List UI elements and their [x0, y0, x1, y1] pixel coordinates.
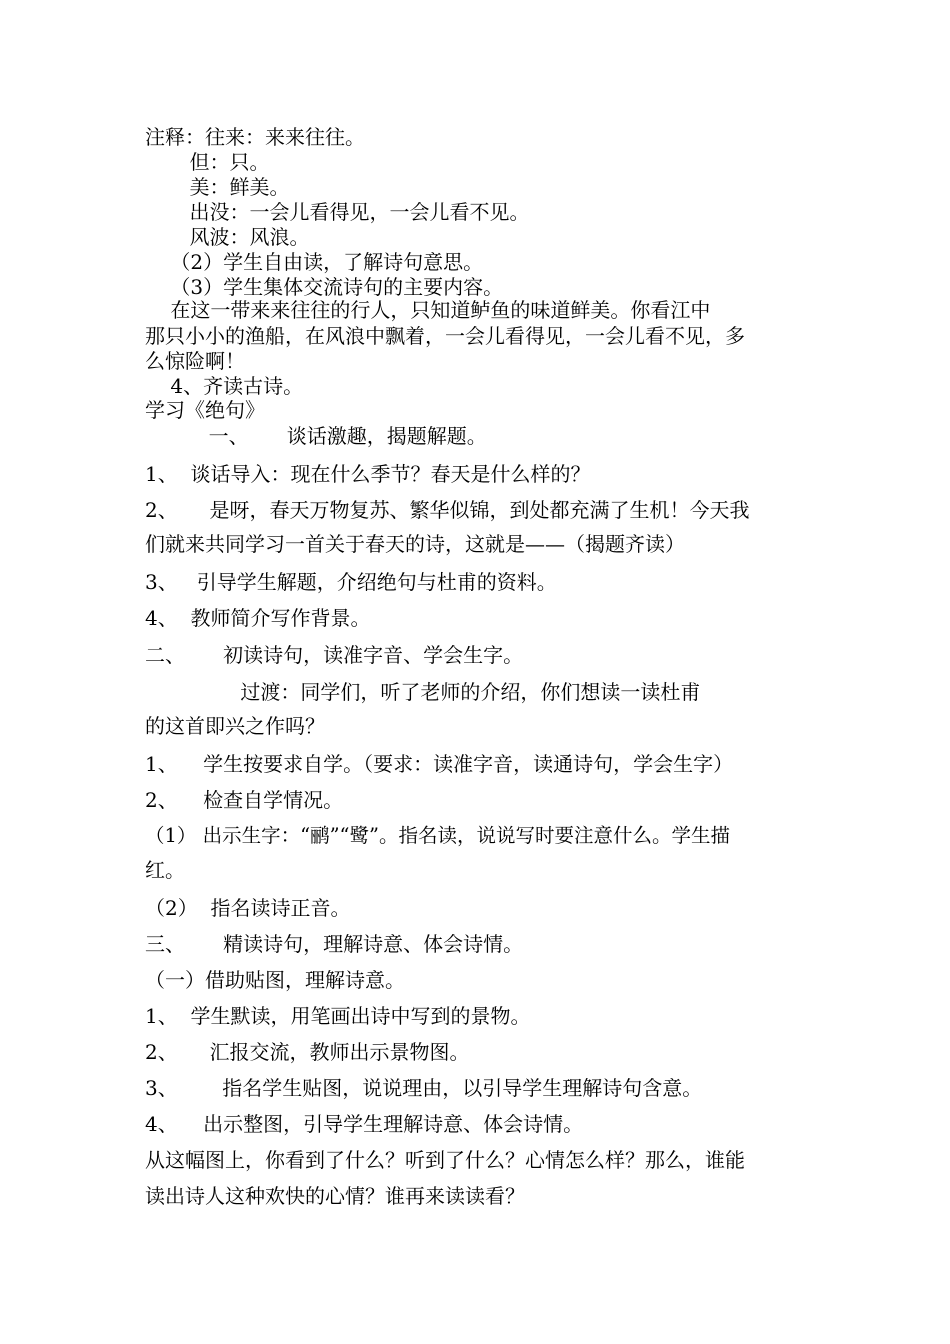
section-heading: 三、 精读诗句，理解诗意、体会诗情。	[145, 932, 524, 956]
list-item: 1、 学生默读，用笔画出诗中写到的景物。	[145, 1004, 531, 1028]
list-item: 1、 学生按要求自学。（要求：读准字音，读通诗句，学会生字）	[145, 752, 734, 776]
list-item: （1） 出示生字：“鹂”“鹭”。指名读，说说写时要注意什么。学生描	[145, 824, 730, 847]
list-item: 1、 谈话导入：现在什么季节？春天是什么样的？	[145, 462, 591, 486]
list-item: 3、 指名学生贴图，说说理由，以引导学生理解诗句含意。	[145, 1076, 703, 1100]
paragraph-line: 那只小小的渔船，在风浪中飘着，一会儿看得见，一会儿看不见，多	[145, 324, 745, 348]
paragraph-line: 么惊险啊！	[145, 349, 245, 373]
note-heading: 注释：往来：来来往往。	[145, 125, 365, 149]
subsection-heading: （一）借助贴图，理解诗意。	[145, 968, 405, 992]
paragraph-line: 红。	[145, 858, 185, 882]
paragraph-line: 过渡：同学们，听了老师的介绍，你们想读一读杜甫	[145, 680, 701, 704]
step-line: 4、齐读古诗。	[145, 374, 304, 398]
section-heading: 二、 初读诗句，读准字音、学会生字。	[145, 643, 524, 667]
paragraph-line: 的这首即兴之作吗？	[145, 714, 325, 738]
note-item: 出没：一会儿看得见，一会儿看不见。	[145, 200, 530, 224]
list-item: 4、 出示整图，引导学生理解诗意、体会诗情。	[145, 1112, 584, 1136]
list-item: 3、 引导学生解题，介绍绝句与杜甫的资料。	[145, 570, 557, 594]
paragraph-line: 们就来共同学习一首关于春天的诗，这就是——（揭题齐读）	[145, 532, 685, 556]
list-item: 2、 汇报交流，教师出示景物图。	[145, 1040, 470, 1064]
step-line: （2）学生自由读，了解诗句意思。	[145, 250, 484, 274]
note-item: 风波：风浪。	[145, 225, 310, 249]
paragraph-line: 从这幅图上，你看到了什么？听到了什么？心情怎么样？那么，谁能	[145, 1148, 745, 1172]
section-title: 学习《绝句》	[145, 398, 265, 422]
list-item: （2） 指名读诗正音。	[145, 896, 351, 920]
step-line: （3）学生集体交流诗句的主要内容。	[145, 275, 504, 299]
note-item: 但：只。	[145, 150, 270, 174]
paragraph-line: 读出诗人这种欢快的心情？谁再来读读看？	[145, 1184, 525, 1208]
paragraph-line: 在这一带来来往往的行人，只知道鲈鱼的味道鲜美。你看江中	[145, 298, 711, 322]
list-item: 2、 是呀，春天万物复苏、繁华似锦，到处都充满了生机！今天我	[145, 498, 750, 522]
list-item: 2、 检查自学情况。	[145, 788, 344, 812]
list-item: 4、 教师简介写作背景。	[145, 606, 371, 630]
section-heading: 一、 谈话激趣，揭题解题。	[145, 424, 487, 448]
note-item: 美：鲜美。	[145, 175, 290, 199]
